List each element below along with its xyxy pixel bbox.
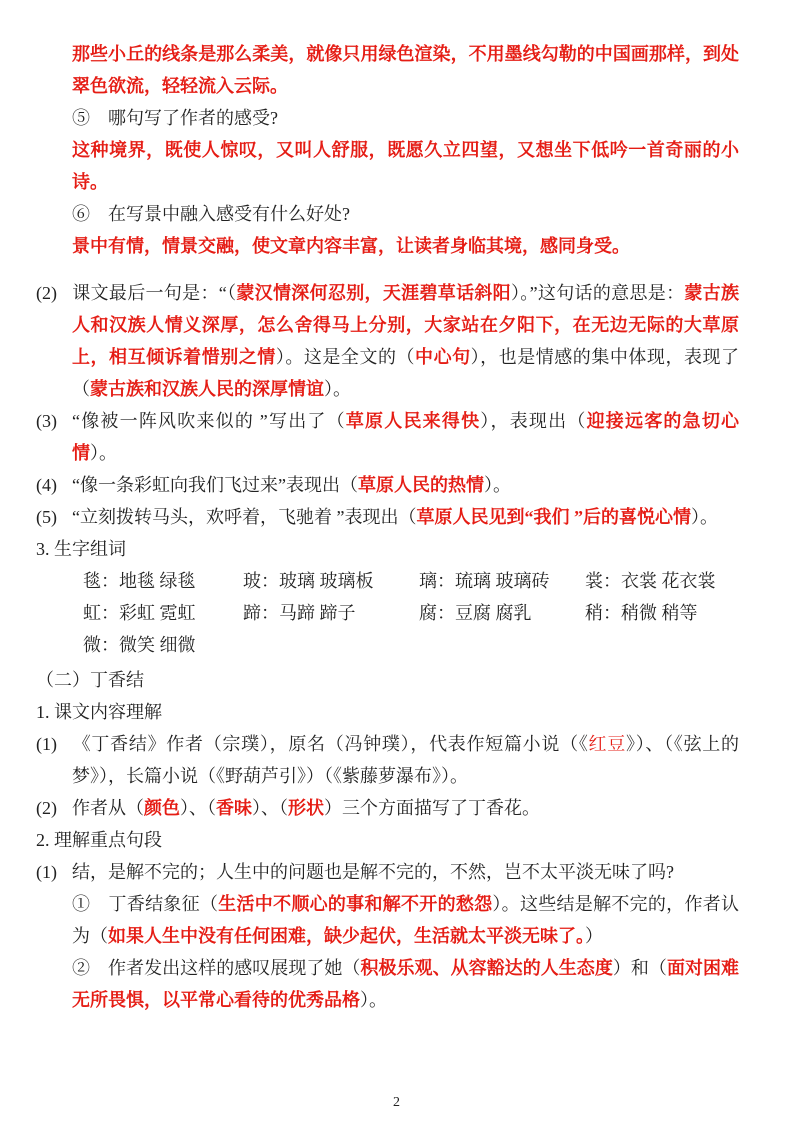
text-run: 积极乐观、从容豁达的人生态度 [360,958,613,978]
text-run: 结，是解不完的；人生中的问题也是解不完的，不然，岂不太平淡无味了吗? [72,862,674,882]
text-run: ① 丁香结象征（ [72,894,219,914]
word-table-cell: 蹄：马蹄 蹄子 [243,603,356,623]
question-line [36,102,739,134]
text-run: 2. 理解重点句段 [36,830,162,850]
text-run: 迎接远客的急切心情 [72,411,740,463]
page-number: 2 [393,1095,400,1110]
text-run: ）。 [483,475,511,495]
text-run: ）和（ [612,958,667,978]
text-run: ）。这些结是解不完的，作者认为（ [72,894,740,946]
word-table-cell [243,629,419,661]
list-item [36,856,739,888]
text-run: ）、（ [252,798,288,818]
text-run: 颜色 [144,798,180,818]
list-marker: (5) [36,507,57,527]
word-table-cell: 毯：地毯 绿毯 [83,571,196,591]
word-table-cell: 裳：衣裳 花衣裳 [585,571,716,591]
text-run: 1. 课文内容理解 [36,702,162,722]
text-run: 香味 [216,798,252,818]
text-run: 《丁香结》作者（宗璞），原名（冯钟璞），代表作短篇小说（《 [72,734,589,754]
text-run: ）。”这句话的意思是： [511,283,685,303]
sub-point [36,952,739,1016]
text-run: ）、（ [180,798,216,818]
list-item [36,501,739,533]
list-marker: (3) [36,411,57,431]
heading-key-sentences [36,824,739,856]
word-table-cell: 稍：稍微 稍等 [585,603,698,623]
text-run: ）。 [690,507,718,527]
word-table-cell [585,629,739,661]
text-run: ）。这是全文的（ [275,347,416,367]
text-run: 面对困难无所畏惧，以平常心看待的优秀品格 [72,958,740,1010]
word-table-cell: 微：微笑 细微 [83,635,196,655]
text-run: ），表现出（ [480,411,587,431]
text-run: ⑤ 哪句写了作者的感受? [72,108,278,128]
text-run: ）三个方面描写了丁香花。 [324,798,540,818]
word-group-table [36,565,739,661]
text-run: ） [585,926,603,946]
list-marker: (1) [36,734,57,754]
list-item [36,469,739,501]
text-run: 中心句 [415,347,471,367]
text-run: 》）、（《弦上的梦》），长篇小说（《野葫芦引》）（《紫藤萝瀑布》）。 [72,734,740,786]
text-run: “立刻拨转马头，欢呼着，飞驰着 ”表现出（ [72,507,417,527]
text-run: ），也是情感的集中体现，表现了（ [72,347,740,399]
heading-content-understanding [36,696,739,728]
text-run: 生活中不顺心的事和解不开的愁怨 [218,894,493,914]
list-item [36,728,739,792]
question-line [36,198,739,230]
text-run: 草原人民来得快 [345,411,481,431]
text-run: 景中有情，情景交融，使文章内容丰富，让读者身临其境，感同身受。 [72,236,630,256]
word-table-cell: 腐：豆腐 腐乳 [419,603,532,623]
text-run: ）。 [360,990,387,1010]
text-run: ② 作者发出这样的感叹展现了她（ [72,958,361,978]
word-table-cell: 璃：琉璃 玻璃砖 [419,571,550,591]
word-table-cell: 虹：彩虹 霓虹 [83,603,196,623]
text-run: ）。 [90,443,117,463]
heading-new-words [36,533,739,565]
text-run: “像一条彩虹向我们飞过来”表现出（ [72,475,358,495]
red-answer [36,230,739,262]
red-answer [36,38,739,102]
list-marker: (4) [36,475,57,495]
text-run: 作者从（ [72,798,144,818]
word-table-cell [419,629,585,661]
text-run: 蒙古族人和汉族人情义深厚，怎么舍得马上分别，大家站在夕阳下，在无边无际的大草原上，相互倾诉着惜别之情 [72,283,739,367]
text-run: 那些小丘的线条是那么柔美，就像只用绿色渲染，不用墨线勾勒的中国画那样，到处翠色欲流，轻轻流入云际。 [72,44,739,96]
text-run: 3. 生字组词 [36,539,126,559]
list-marker: (2) [36,283,57,303]
red-answer [36,134,739,198]
text-run: 草原人民的热情 [357,475,484,495]
list-marker: (2) [36,798,57,818]
text-run: 蒙古族和汉族人民的深厚情谊 [90,379,324,399]
document-body [36,38,739,1016]
sub-point [36,888,739,952]
list-item [36,405,739,469]
text-run: 红豆 [588,734,626,754]
heading-lesson-2 [36,664,739,696]
text-run: ）。 [324,379,351,399]
list-item [36,277,739,405]
list-marker: (1) [36,862,57,882]
word-table-cell: 玻：玻璃 玻璃板 [243,571,374,591]
text-run: 这种境界，既使人惊叹，又叫人舒服，既愿久立四望，又想坐下低吟一首奇丽的小诗。 [72,140,739,192]
text-run: 形状 [288,798,324,818]
list-item [36,792,739,824]
text-run: （二）丁香结 [36,670,144,690]
text-run: 如果人生中没有任何困难，缺少起伏，生活就太平淡无味了。 [108,926,585,946]
text-run: ⑥ 在写景中融入感受有什么好处? [72,204,350,224]
text-run: “像被一阵风吹来似的 ”写出了（ [72,411,346,431]
text-run: 课文最后一句是：“（ [72,283,237,303]
text-run: 蒙汉情深何忍别，天涯碧草话斜阳 [236,283,511,303]
text-run: 草原人民见到“我们 ”后的喜悦心情 [416,507,691,527]
